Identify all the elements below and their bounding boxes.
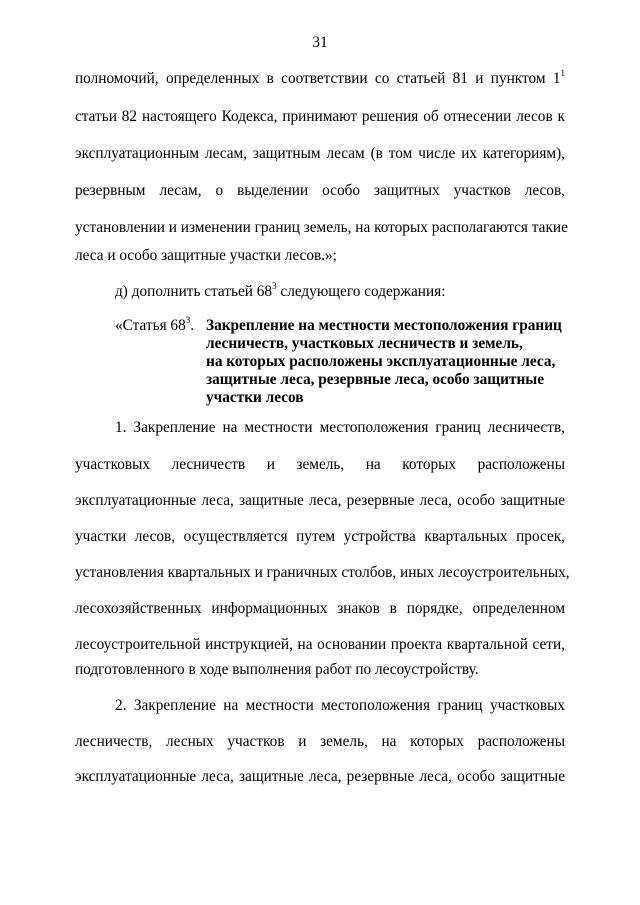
instruction-text-before: д) дополнить статьей 68 xyxy=(115,283,273,300)
instruction-sup: 3 xyxy=(272,280,277,291)
para1-line1 xyxy=(75,67,565,88)
para1-line1-sup: 1 xyxy=(560,67,565,78)
point1-line: участки лесов, осуществляется путем устройства квартальных просек, xyxy=(75,528,565,545)
article-title xyxy=(206,317,566,407)
article-title-line: на которых расположены эксплуатационные леса, xyxy=(206,353,556,370)
point1-line: лесохозяйственных информационных знаков в порядке, определенном xyxy=(75,600,565,617)
point1-line: эксплуатационные леса, защитные леса, резервные леса, особо защитные xyxy=(75,492,565,509)
point1-line: 1. Закрепление на местности местоположения границ лесничеств, xyxy=(115,419,565,436)
point2-line: лесничеств, лесных участков и земель, на которых расположены xyxy=(75,733,565,750)
para1-line4: резервным лесам, о выделении особо защитных участков лесов, xyxy=(75,182,565,199)
para1-line6: леса и особо защитные участки лесов.»; xyxy=(75,247,337,264)
point1-line: подготовленного в ходе выполнения работ по лесоустройству. xyxy=(75,661,479,678)
article-label-sup: 3 xyxy=(185,314,191,325)
article-title-line: участки лесов xyxy=(206,389,304,406)
article-title-line: лесничеств, участковых лесничеств и земель, xyxy=(206,335,523,352)
article-label-text: «Статья 68 xyxy=(115,317,186,334)
para1-line1-text: полномочий, определенных в соответствии со статьей 81 и пунктом 1 xyxy=(75,70,561,87)
point1-line: участковых лесничеств и земель, на которых расположены xyxy=(75,456,565,473)
point2-line: эксплуатационные леса, защитные леса, резервные леса, особо защитные xyxy=(75,768,565,785)
instruction-text-after: следующего содержания: xyxy=(276,283,446,300)
point1-line: установления квартальных и граничных столбов, иных лесоустроительных, xyxy=(75,564,570,581)
article-label xyxy=(115,314,195,335)
page-number: 31 xyxy=(312,34,328,51)
article-title-line: Закрепление на местности местоположения границ xyxy=(206,317,562,334)
article-label-tail: . xyxy=(190,317,195,334)
para1-line3: эксплуатационным лесам, защитным лесам (в том числе их категориям), xyxy=(75,145,565,162)
instruction-line xyxy=(115,280,565,301)
article-title-line: защитные леса, резервные леса, особо защитные xyxy=(206,371,545,388)
point1-line: лесоустроительной инструкцией, на основании проекта квартальной сети, xyxy=(75,636,565,653)
para1-line2: статьи 82 настоящего Кодекса, принимают решения об отнесении лесов к xyxy=(75,108,565,125)
para1-line5: установлении и изменении границ земель, на которых располагаются такие xyxy=(75,219,568,236)
point2-line: 2. Закрепление на местности местоположения границ участковых xyxy=(115,697,565,714)
